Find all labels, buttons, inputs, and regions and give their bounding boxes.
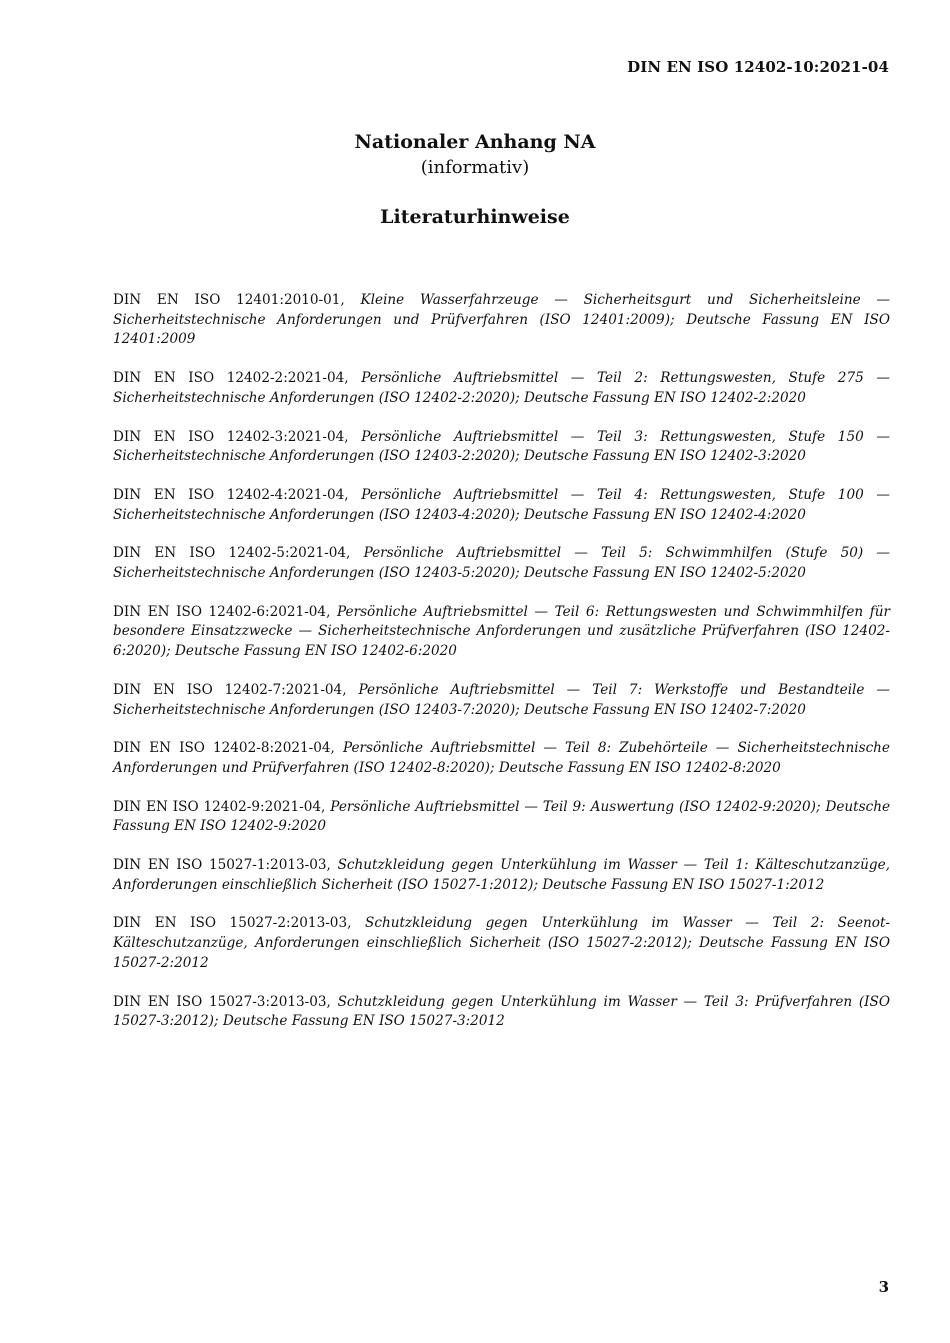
reference-item — [113, 544, 890, 583]
reference-title: Persönliche Auftriebsmittel — Teil 3: Rettungswesten, Stufe 150 — Sicherheitstechnische Anforderungen (ISO 12403-2:2020); Deutsche Fassung EN ISO 12402-3:2020 — [113, 428, 890, 465]
reference-title: Persönliche Auftriebsmittel — Teil 7: Werkstoffe und Bestandteile — Sicherheitstechnische Anforderungen (ISO 12403-7:2020); Deutsche Fassung EN ISO 12402-7:2020 — [113, 681, 890, 718]
reference-item — [113, 993, 890, 1032]
reference-item — [113, 914, 890, 973]
annex-subtitle: (informativ) — [420, 157, 530, 178]
reference-item — [113, 856, 890, 895]
reference-code: DIN EN ISO 15027-2:2013-03, — [113, 915, 352, 932]
reference-code: DIN EN ISO 12402-9:2021-04, — [113, 798, 326, 815]
reference-code: DIN EN ISO 12402-5:2021-04, — [113, 545, 351, 562]
reference-item — [113, 603, 890, 662]
reference-item — [113, 428, 890, 467]
reference-code: DIN EN ISO 12402-8:2021-04, — [113, 740, 335, 757]
reference-item — [113, 486, 890, 525]
reference-item — [113, 681, 890, 720]
document-id: DIN EN ISO 12402-10:2021-04 — [627, 58, 889, 76]
reference-item — [113, 291, 890, 350]
reference-code: DIN EN ISO 12402-4:2021-04, — [113, 486, 349, 503]
reference-title: Kleine Wasserfahrzeuge — Sicherheitsgurt und Sicherheitsleine — Sicherheitstechnische Anforderungen und Prüfverfahren (ISO 12401:2009); Deutsche Fassung EN ISO 12401:2009 — [113, 292, 891, 348]
reference-code: DIN EN ISO 12402-3:2021-04, — [113, 428, 349, 445]
reference-code: DIN EN ISO 12402-6:2021-04, — [113, 603, 331, 620]
reference-title: Schutzkleidung gegen Unterkühlung im Wasser — Teil 3: Prüfverfahren (ISO 15027-3:2012); Deutsche Fassung EN ISO 15027-3:2012 — [113, 993, 890, 1030]
reference-title: Schutzkleidung gegen Unterkühlung im Wasser — Teil 2: Seenot-Kälteschutzanzüge, Anforderungen einschließlich Sicherheit (ISO 15027-2:2012); Deutsche Fassung EN ISO 15027-2:2012 — [113, 915, 891, 971]
reference-title: Persönliche Auftriebsmittel — Teil 2: Rettungswesten, Stufe 275 — Sicherheitstechnische Anforderungen (ISO 12402-2:2020); Deutsche Fassung EN ISO 12402-2:2020 — [113, 370, 890, 406]
reference-item — [113, 739, 890, 778]
reference-code: DIN EN ISO 12402-7:2021-04, — [113, 681, 347, 698]
reference-title: Schutzkleidung gegen Unterkühlung im Wasser — Teil 1: Kälteschutzanzüge, Anforderungen einschließlich Sicherheit (ISO 15027-1:2012); Deutsche Fassung EN ISO 15027-1:2012 — [113, 857, 890, 893]
reference-item — [113, 369, 890, 408]
reference-title: Persönliche Auftriebsmittel — Teil 6: Rettungswesten und Schwimmhilfen für besondere Einsatzzwecke — Sicherheitstechnische Anforderungen und zusätzliche Prüfverfahren (ISO 12402-6:2020); Deutsche Fassung EN ISO 12402-6:2020 — [113, 603, 890, 660]
reference-item — [113, 798, 890, 837]
annex-title: Nationaler Anhang NA — [354, 131, 596, 153]
reference-code: DIN EN ISO 15027-1:2013-03, — [113, 857, 331, 874]
reference-title: Persönliche Auftriebsmittel — Teil 5: Schwimmhilfen (Stufe 50) — Sicherheitstechnische Anforderungen (ISO 12403-5:2020); Deutsche Fassung EN ISO 12402-5:2020 — [113, 545, 890, 582]
reference-code: DIN EN ISO 12401:2010-01, — [113, 292, 345, 308]
page-number: 3 — [878, 1278, 889, 1296]
reference-title: Persönliche Auftriebsmittel — Teil 8: Zubehörteile — Sicherheitstechnische Anforderungen und Prüfverfahren (ISO 12402-8:2020); Deutsche Fassung EN ISO 12402-8:2020 — [113, 740, 890, 776]
reference-code: DIN EN ISO 15027-3:2013-03, — [113, 993, 331, 1010]
bibliography-list — [113, 291, 890, 1051]
reference-title: Persönliche Auftriebsmittel — Teil 4: Rettungswesten, Stufe 100 — Sicherheitstechnische Anforderungen (ISO 12403-4:2020); Deutsche Fassung EN ISO 12402-4:2020 — [113, 486, 890, 523]
reference-code: DIN EN ISO 12402-2:2021-04, — [113, 370, 349, 387]
section-title: Literaturhinweise — [380, 206, 570, 228]
reference-title: Persönliche Auftriebsmittel — Teil 9: Auswertung (ISO 12402-9:2020); Deutsche Fassung EN ISO 12402-9:2020 — [113, 798, 890, 835]
